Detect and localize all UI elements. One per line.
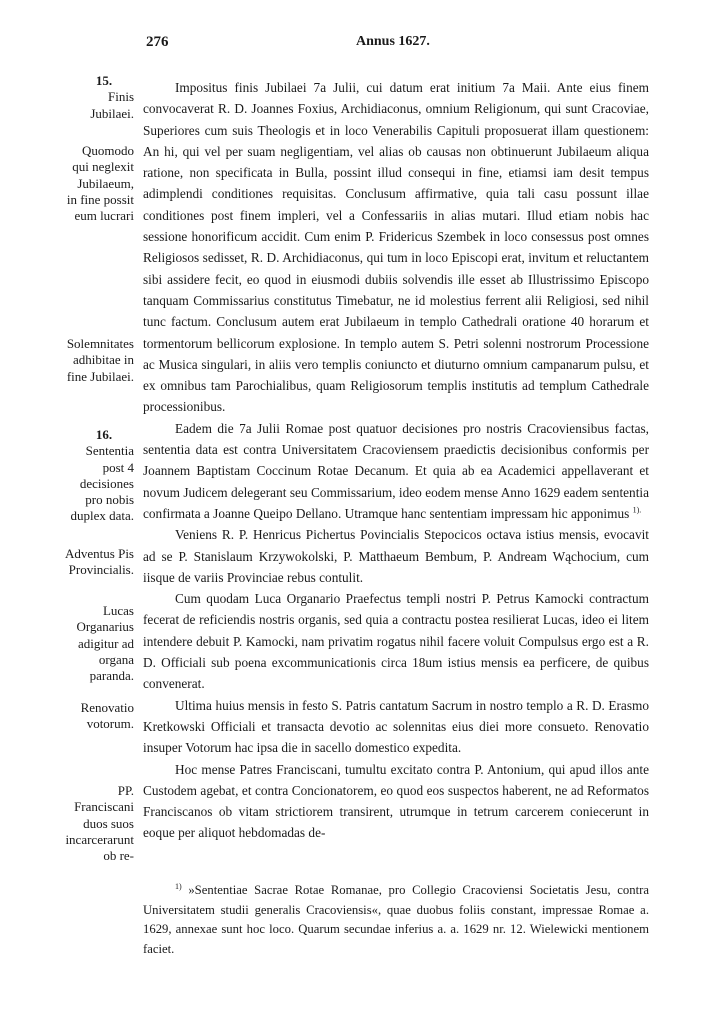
paragraph-franciscani: Hoc mense Patres Franciscani, tumultu excitato contra P. Antonium, qui apud illos ante Custodem agebat, et contra Concionatorem, eo quod eos suspectos haberent, ne ad Reformatos Franciscanos ob vitam strictiorem transirent, utrumque in tetrum carcerem coniecerunt in eoque per aliquot hebdomadas de- [143, 761, 649, 841]
margin-note-text: Adventus Pis Provincialis. [65, 546, 134, 578]
page-number: 276 [146, 34, 169, 50]
footnote-marker: 1) [175, 881, 182, 891]
paragraph-organarius: Cum quodam Luca Organario Praefectus templi nostri P. Petrus Kamocki contractum fecerat de reficiendis nostris organis, sed quia a contractu postea resilierat Lucas, ideo ei litem intendere debuit P. Kamocki, nam privatim rogatus nihil facere voluit Compulsus ergo est a R. D. Officiali sub poena excommunicationis circa 18um istius mensis ea perficere, de quibus convenerat. [143, 591, 649, 692]
margin-note-number: 15. [95, 73, 113, 88]
margin-note-text: Solemnitates adhibitae in fine Jubilaei. [66, 336, 134, 384]
running-title: Annus 1627. [356, 34, 430, 49]
margin-note-adventus [64, 546, 134, 579]
main-text [143, 77, 649, 844]
footnote [143, 881, 649, 959]
footnote-reference: 1). [632, 505, 642, 515]
margin-note-text: PP. Franciscani duos suos incarcerarunt ob re- [65, 783, 134, 864]
margin-note-quomodo [64, 143, 134, 224]
margin-note-sententia [64, 427, 134, 525]
margin-note-lucas [64, 603, 134, 684]
margin-note-solemnitates [64, 336, 134, 385]
margin-note-number: 16. [95, 427, 113, 442]
margin-note-text: Lucas Organarius adigitur ad organa paranda. [76, 603, 134, 684]
margin-note-finis-jubilaei [64, 73, 134, 122]
footnote-paragraph [143, 881, 649, 959]
margin-note-text: Quomodo qui neglexit Jubilaeum, in fine possit eum lucrari [66, 143, 134, 224]
margin-note-text: Finis Jubilaei. [90, 89, 134, 121]
margin-note-text: Renovatio votorum. [80, 700, 134, 732]
footnote-text: »Sententiae Sacrae Rotae Romanae, pro Collegio Cracoviensi Societatis Jesu, contra Universitatem studii generalis Cracoviensis«, quae duobus foliis constant, impressae Romae a. 1629, annexae sunt hoc loco. Quarum secundae inferius a. a. 1629 nr. 12. Wielewicki mentionem faciet. [143, 883, 649, 956]
paragraph-sententia-text: Eadem die 7a Julii Romae post quatuor decisiones pro nostris Cracoviensibus factas, sententia data est contra Universitatem Cracoviensem praedictis decisionibus conformis per Joannem Baptistam Coccinum Rotae Decanum. Et quia ab ea Academici appellaverant et novum Judicem delegerant seu Commissarium, ideo eodem mense Anno 1629 eadem sententia confirmata a Joanne Queipo Dellano. Utramque hanc sententiam impressam hic apponimus [143, 420, 649, 521]
paragraph-renovatio: Ultima huius mensis in festo S. Patris cantatum Sacrum in nostro templo a R. D. Erasmo Kretkowski Officiali et transacta devotio ac solennitas eius diei more consueto. Renovatio insuper Votorum hac ipsa die in sacello domestico expedita. [143, 697, 649, 756]
page-header [0, 34, 720, 56]
margin-note-text: Sententia post 4 decisiones pro nobis duplex data. [70, 443, 134, 524]
margin-note-renovatio [64, 700, 134, 733]
paragraph-sententia [143, 418, 649, 524]
paragraph-jubilaeum: Impositus finis Jubilaei 7a Julii, cui datum erat initium 7a Maii. Ante eius finem convocaverat R. D. Joannes Foxius, Archidiaconus, omnium Religionum, qui sunt Cracoviae, Superiores cum suis Theologis et in loco Venerabilis Capituli proposuerat illam questionem: An hi, qui vel per suam negligentiam, vel alias ob causas non obtinuerunt Jubilaeum aliqua ratione, non specificata in Bulla, possint illud consequi in fine, etiamsi iam desit tempus adimplendi conditiones requisitas. Conclusum affirmative, quia tali casu possunt illae conditiones post finem impleri, vel a Confessariis in alias mutari. Illud etiam nobis hac sessione honorificum accidit. Cum enim P. Fridericus Szembek in loco consessus post omnes Religiosos sedisset, R. D. Archidiaconus, qui tum in loco Episcopi erat, invitum et reluctantem sibi assidere fecit, eo quod in eiusmodi dubiis solvendis ille esset ab Illustrissimo Episcopo tanquam Commissarius constitutus Timebatur, ne id molestius ferrent alii Religiosi, sed nihil tunc factum. Conclusum autem erat Jubilaeum in templo Cathedrali oratione 40 horarum et tormentorum bellicorum explosione. In templo autem S. Petri solenni nostrorum Processione ac Musica singulari, in aliis vero templis coniuncto et diuturno omnium campanarum pulsu, et ex omnibus tam Parochialibus, quam Religiosorum templis institutis ad templum Cathedrale processionibus. [143, 80, 649, 415]
paragraph-provincialis: Veniens R. P. Henricus Pichertus Povincialis Stepocicos octava istius mensis, evocavit ad se P. Stanislaum Krzywokolski, P. Matthaeum Bembum, P. Andream Wąchocium, cum iisque de variis Provinciae rebus contulit. [143, 527, 649, 585]
margin-note-franciscani [64, 783, 134, 864]
